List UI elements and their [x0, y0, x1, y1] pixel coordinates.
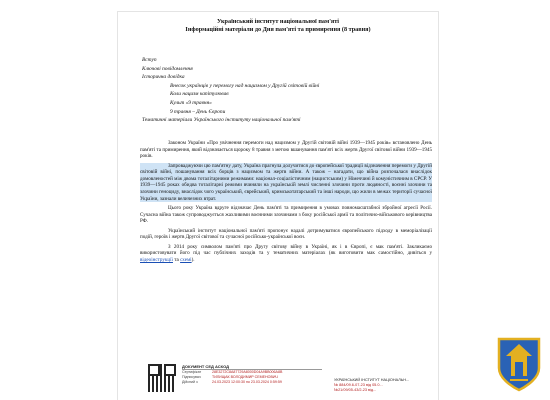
- document-body: [140, 140, 432, 266]
- signature-box: [182, 364, 322, 385]
- scheme-link[interactable]: схемі: [180, 256, 192, 263]
- toc-item[interactable]: 9 травня – День Європи: [170, 108, 226, 115]
- title-line-1: Український інститут національної пам'яті: [216, 18, 340, 25]
- paragraph-5: [140, 244, 432, 264]
- toc-item[interactable]: Культ «9 травня»: [170, 99, 212, 106]
- institute-name: УКРАЇНСЬКИЙ ІНСТИТУТ НАЦІОНАЛЬН...: [334, 378, 410, 382]
- registration-stamp: [334, 378, 434, 393]
- signature-footer: [148, 364, 458, 400]
- video-instruction-link[interactable]: відеоінструкції: [140, 256, 173, 263]
- document-title: [118, 18, 438, 34]
- toc-item[interactable]: Тематичні матеріали Українського інституту національної пам'яті: [142, 117, 301, 124]
- signature-row: [182, 380, 322, 385]
- registration-number: № 884/09.6-07-23 від 05.0...: [334, 383, 383, 387]
- paragraph-5-mid: та: [172, 256, 181, 263]
- table-of-contents: [142, 56, 432, 125]
- coat-of-arms-seal-icon: [496, 336, 542, 392]
- toc-item[interactable]: Історична довідка: [142, 74, 185, 81]
- qr-code-icon: [148, 364, 176, 392]
- paragraph-5-end: ).: [191, 256, 195, 263]
- toc-item[interactable]: Вступ: [142, 57, 157, 63]
- signature-value: ТИЛИЩАК ВОЛОДИМИР СЕМЕНОВИЧ: [212, 375, 278, 379]
- title-line-2: Інформаційні матеріали до Дня пам'яті та примирення (8 травня): [185, 26, 371, 33]
- toc-item[interactable]: Внесок українців у перемогу над нацизмом у Другій світовій війні: [170, 82, 320, 89]
- paragraph-5-text: З 2014 року символом пам'яті про Другу світову війну в Україні, як і в Європі, є мак пам'яті. Закликаємо використовувати його під час публічних заходів та у тематичних матеріалах (як виготовити мак самостійно, дивіться у: [140, 243, 432, 257]
- signature-header: ДОКУМЕНТ СЕД АСКОД: [182, 364, 322, 370]
- paragraph-4: Український інститут національної пам'яті пропонує надалі дотримуватися європейського підходу в меморіалізації подій, героїв і жертв Другої світової та сучасної російсько-української воєн.: [140, 227, 432, 241]
- signature-value: 24.03.2023 12:00:30 по 23.03.2024 0:59:59: [212, 380, 282, 384]
- toc-item[interactable]: Ключові повідомлення: [142, 65, 193, 72]
- registration-number-secondary: №21/09/05-43/2-23 від...: [334, 388, 377, 392]
- signature-key: Сертифікат: [182, 370, 202, 374]
- signature-value: 28E3272C8A87729A8000D04A9BB006A8B: [212, 370, 283, 374]
- signature-key: Дійсний з: [182, 380, 198, 384]
- signature-key: Підписувач: [182, 375, 201, 379]
- paragraph-1: Законом України «Про увічнення перемоги над нацизмом у Другій світовій війні 1939—1945 років» встановлено День пам'яті та примирення, який відзначається щороку 8 травня з метою вшанування пам'яті всіх жертв Другої світової війни 1939—1945 років.: [140, 140, 432, 160]
- document-page: [118, 12, 438, 400]
- toc-item[interactable]: Коли нацизм капітулював: [170, 91, 229, 98]
- paragraph-3: Цього року Україна вдруге відзначає День пам'яті та примирення в умовах повномасштабної збройної агресії Росії. Сучасна війна також супроводжується жахливими воєнними злочинами з боку російської армії та політично-військового керівництва РФ.: [140, 204, 432, 225]
- paragraph-2: Запроваджуючи цю пам'ятну дату, Україна прагнула долучитися до європейської традиції відзначення перемоги у Другій світовій війні, пошанування всіх борців з нацизмом та жертв війни. А також – нагадати, що війна розпочалася внаслідок домовленостей між двома тоталітарними режимами: націонал-соціалістичним (нацистським) у Німеччині й комуністичним в СРСР. У 1939—1945 роках обидва тоталітарні режими вчиняли на українській землі численні злочини проти людяності, воєнні злочини та злочини геноциду, внаслідок чого український, єврейський, кримськотатарський та інші народи, що жили в межах території сучасної України, зазнали величезних втрат.: [140, 162, 432, 202]
